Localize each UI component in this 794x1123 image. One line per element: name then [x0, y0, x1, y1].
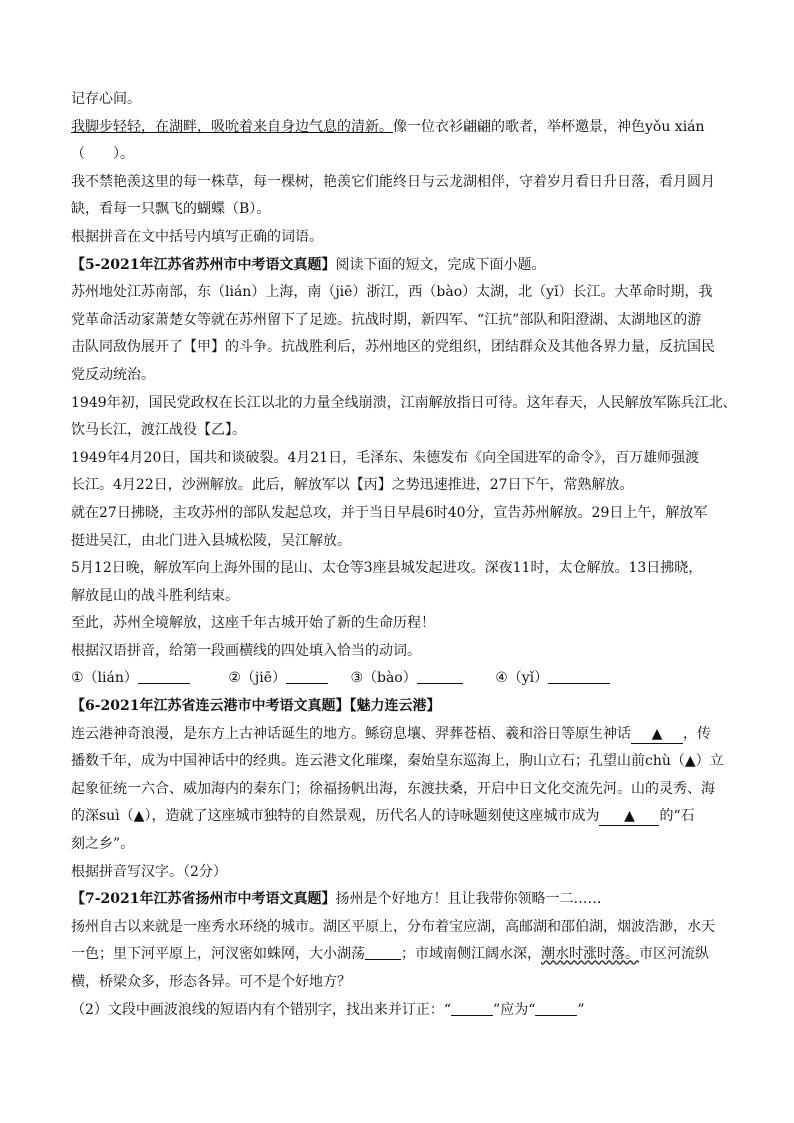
question-prompt: 根据汉语拼音，给第一段画横线的四处填入恰当的动词。	[71, 642, 421, 659]
answer-label-3: ③（bào）	[350, 670, 417, 687]
text-span: 的“石	[659, 808, 695, 825]
text-line: 挺进吴江，由北门进入县城松陵，吴江解放。	[71, 532, 351, 549]
question-prompt	[71, 1001, 721, 1029]
answer-blank-correct-char[interactable]	[535, 1001, 577, 1016]
text-span: 一色；里下河平原上，河汊密如蛛网，大小湖荡	[71, 946, 365, 963]
text-line: 5月12日晚，解放军向上海外围的昆山、太仓等3座县城发起进攻。深夜11时，太仓解放。13日拂晓，	[71, 560, 703, 577]
text-line: 我不禁艳羡这里的每一株草，每一棵树，艳羡它们能终日与云龙湖相伴，守着岁月看日升日落，看月圆月	[71, 173, 715, 190]
wavy-underlined-phrase: 潮水时涨时落。	[541, 946, 639, 963]
answer-blank-2[interactable]	[286, 669, 328, 684]
answer-blank-3[interactable]	[417, 669, 463, 684]
document-page	[71, 90, 737, 1028]
text-line: 缺，看每一只飘飞的蝴蝶（B）。	[71, 201, 271, 218]
question-instruction: 阅读下面的短文，完成下面小题。	[335, 256, 546, 273]
text-line	[71, 118, 721, 146]
text-line: 1949年初，国民党政权在长江以北的力量全线崩溃，江南解放指日可待。这年春天，人民解放军陈兵江北、	[71, 394, 737, 411]
source-label: 【5-2021年江苏省苏州市中考语文真题】	[71, 256, 336, 273]
text-line: 苏州地处江苏南部，东（lián）上海，南（jiē）浙江，西（bào）太湖，北（yǐ）长江。大革命时期，我	[71, 284, 713, 301]
answer-bracket[interactable]: （ ）。	[71, 146, 134, 163]
text-span: ；市域南侧江阔水深，	[401, 946, 541, 963]
text-line: 横，桥梁众多，形态各异。可不是个好地方？	[71, 974, 351, 990]
text-span: 市区河流纵	[639, 946, 709, 963]
section-title: 【魅力连云港】	[349, 698, 441, 715]
answer-blank[interactable]	[365, 945, 401, 960]
text-line	[71, 807, 721, 835]
answer-label-1: ①（lián）	[71, 670, 138, 687]
text-line: 党反动统治。	[71, 366, 155, 383]
text-line: 播数千年，成为中国神话中的经典。连云港文化璀璨，秦始皇东巡海上，朐山立石；孔望山前chù（▲）立	[71, 753, 724, 770]
source-label: 【7-2021年江苏省扬州市中考语文真题】	[71, 891, 336, 908]
question-prompt: 根据拼音在文中括号内填写正确的词语。	[71, 228, 323, 245]
text-line: 记存心间。	[71, 91, 141, 107]
text-span: ”应为“	[493, 1001, 536, 1018]
question-instruction: 扬州是个好地方！且让我带你领略一二……	[335, 891, 602, 908]
text-span: 像一位衣衫翩翩的歌者，举杯邀景，神色yǒu xián	[393, 118, 705, 135]
text-line: 起象征统一六合、威加海内的秦东门；徐福扬帆出海，东渡扶桑，开启中日文化交流先河。山的灵秀、海	[71, 780, 715, 797]
answer-blank-4[interactable]	[548, 669, 610, 684]
text-span: ，传	[683, 725, 711, 742]
text-span: 连云港神奇浪漫，是东方上古神话诞生的地方。鲧窃息壤、羿葬苍梧、羲和浴日等原生神话	[71, 725, 631, 742]
text-line: 饮马长江，渡江战役【乙】。	[71, 422, 246, 439]
answer-blank-1[interactable]	[138, 669, 190, 684]
text-span: 的深suì（▲），造就了这座城市独特的自然景观，历代名人的诗咏题刻使这座城市成为	[71, 808, 600, 825]
text-line: 刻之乡”。	[71, 836, 135, 853]
text-line: 至此，苏州全境解放，这座千年古城开始了新的生命历程！	[71, 615, 435, 632]
text-span: （2）文段中画波浪线的短语内有个错别字，找出来并订正：“	[71, 1001, 452, 1018]
answer-label-2: ②（jiē）	[228, 670, 286, 687]
text-line: 扬州自古以来就是一座秀水环绕的城市。湖区平原上，分布着宝应湖，高邮湖和邵伯湖，烟波浩渺，水天	[71, 918, 715, 935]
text-span: ”	[577, 1001, 585, 1018]
answer-row	[71, 669, 721, 697]
source-label: 【6-2021年江苏省连云港市中考语文真题】	[71, 698, 350, 715]
answer-blank-wrong-char[interactable]	[451, 1001, 493, 1016]
underlined-sentence: 我脚步轻轻，在湖畔，吸吮着来自身边气息的清新。	[71, 118, 393, 135]
question-header	[71, 890, 721, 918]
text-line	[71, 725, 721, 753]
text-line: 1949年4月20日，国共和谈破裂。4月21日，毛泽东、朱德发布《向全国进军的命令》，百万雄师强渡	[71, 449, 700, 466]
text-line: 党革命活动家萧楚女等就在苏州留下了足迹。抗战时期，新四军、“江抗”部队和阳澄湖、太湖地区的游	[71, 311, 702, 328]
text-line	[71, 945, 721, 973]
question-prompt: 根据拼音写汉字。（2分）	[71, 863, 227, 880]
triangle-blank[interactable]: ▲	[631, 725, 683, 744]
text-line: 就在27日拂晓，主攻苏州的部队发起总攻，并于当日早晨6时40分，宣告苏州解放。29日上午，解放军	[71, 504, 708, 521]
text-line: 击队同敌伪展开了【甲】的斗争。抗战胜利后，苏州地区的党组织，团结群众及其他各界力量，反抗国民	[71, 339, 715, 356]
answer-label-4: ④（yǐ）	[495, 670, 549, 687]
question-header	[71, 697, 721, 725]
triangle-blank[interactable]: ▲	[599, 807, 659, 826]
text-line: 长江。4月22日，沙洲解放。此后，解放军以【丙】之势迅速推进，27日下午，常熟解放。	[71, 477, 634, 494]
text-line: 解放昆山的战斗胜利结束。	[71, 587, 239, 604]
question-header	[71, 256, 721, 284]
